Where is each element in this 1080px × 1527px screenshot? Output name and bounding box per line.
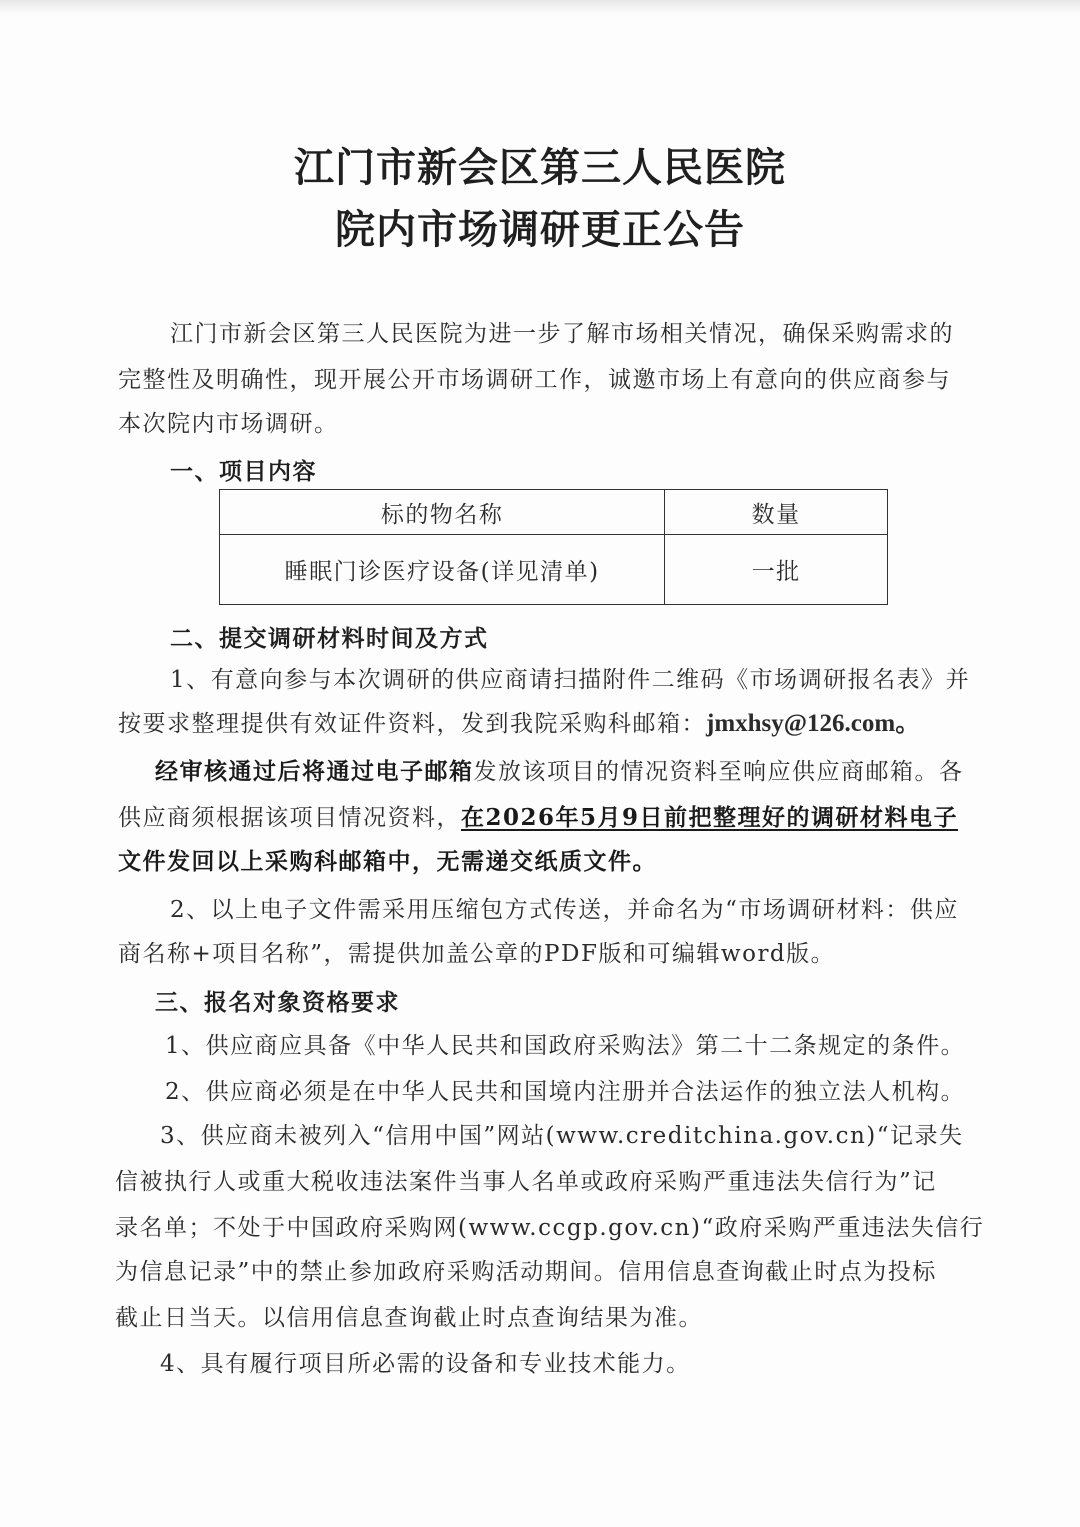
intro-line-2: 完整性及明确性，现开展公开市场调研工作，诚邀市场上有意向的供应商参与 [118, 367, 951, 393]
section-2-item-2-line-2: 商名称+项目名称”，需提供加盖公章的PDF版和可编辑word版。 [118, 941, 836, 967]
section-3-item-3-line-2: 信被执行人或重大税收违法案件当事人名单或政府采购严重违法失信行为”记 [115, 1169, 937, 1195]
table-header-item-name: 标的物名称 [220, 490, 665, 535]
table-header-quantity: 数量 [665, 490, 888, 535]
table-cell-quantity: 一批 [665, 535, 888, 605]
section-2-item-2-line-1: 2、以上电子文件需采用压缩包方式传送，并命名为“市场调研材料：供应 [170, 897, 959, 923]
scan-edge-shadow [0, 0, 1080, 14]
section-3-item-2: 2、供应商必须是在中华人民共和国境内注册并合法运作的独立法人机构。 [165, 1079, 966, 1105]
section-3-heading: 三、报名对象资格要求 [155, 990, 400, 1016]
intro-line-3: 本次院内市场调研。 [118, 411, 339, 437]
review-line-2: 供应商须根据该项目情况资料，在2026年5月9日前把整理好的调研材料电子 [118, 804, 959, 831]
intro-line-1: 江门市新会区第三人民医院为进一步了解市场相关情况，确保采购需求的 [170, 321, 954, 347]
table-header-row [220, 490, 888, 535]
section-1-heading: 一、项目内容 [170, 459, 317, 485]
section-3-item-4: 4、具有履行项目所必需的设备和专业技术能力。 [160, 1351, 691, 1377]
title-notice-name: 院内市场调研更正公告 [335, 207, 745, 253]
table-cell-item-name: 睡眠门诊医疗设备(详见清单) [220, 535, 665, 605]
section-2-item-1-line-1: 1、有意向参与本次调研的供应商请扫描附件二维码《市场调研报名表》并 [170, 667, 971, 693]
section-2-item-1-line-2: 按要求整理提供有效证件资料，发到我院采购科邮箱：jmxhsy@126.com。 [118, 710, 921, 737]
item-table [219, 489, 888, 605]
procurement-email: jmxhsy@126.com [706, 710, 896, 737]
section-3-item-3-line-3: 录名单；不处于中国政府采购网(www.ccgp.gov.cn)“政府采购严重违法失信行 [115, 1215, 985, 1241]
submission-deadline: 在2026年5月9日前把整理好的调研材料电子 [461, 804, 959, 831]
review-line-3: 文件发回以上采购科邮箱中，无需递交纸质文件。 [118, 848, 657, 875]
section-3-item-3-line-5: 截止日当天。以信用信息查询截止时点查询结果为准。 [115, 1305, 703, 1331]
section-3-item-1: 1、供应商应具备《中华人民共和国政府采购法》第二十二条规定的条件。 [165, 1033, 966, 1059]
review-line-1: 经审核通过后将通过电子邮箱发放该项目的情况资料至响应供应商邮箱。各 [155, 758, 964, 785]
title-hospital-name: 江门市新会区第三人民医院 [294, 145, 786, 191]
section-2-heading: 二、提交调研材料时间及方式 [170, 626, 489, 652]
table-row [220, 535, 888, 605]
review-bold-text: 经审核通过后将通过电子邮箱 [155, 758, 474, 785]
section-3-item-3-line-1: 3、供应商未被列入“信用中国”网站(www.creditchina.gov.cn)“记录失 [160, 1123, 964, 1149]
section-3-item-3-line-4: 为信息记录”中的禁止参加政府采购活动期间。信用信息查询截止时点为投标 [115, 1259, 937, 1285]
